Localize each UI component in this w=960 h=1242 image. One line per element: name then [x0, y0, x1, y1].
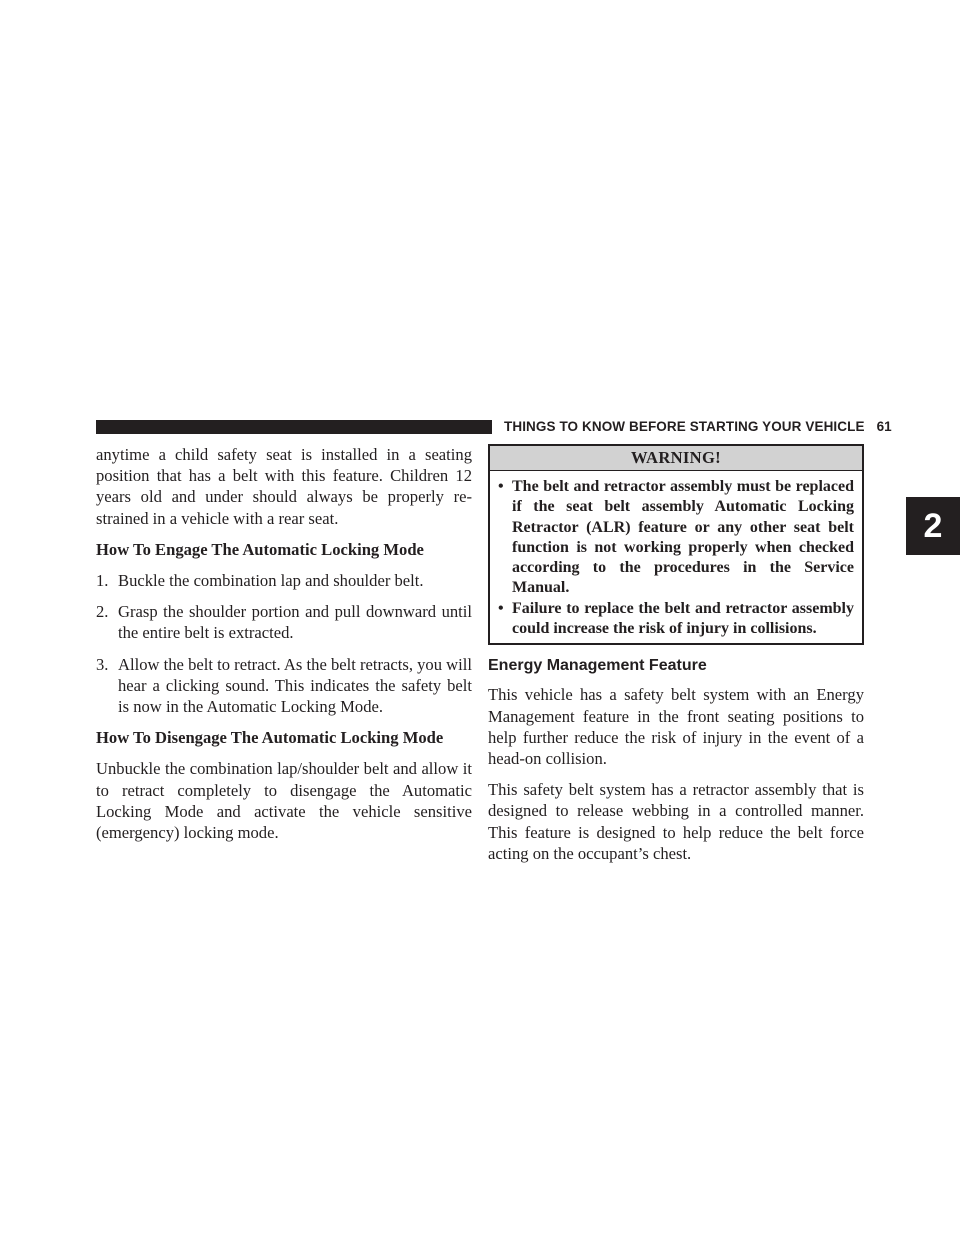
engage-steps [96, 570, 472, 717]
energy-paragraph-1: This vehicle has a safety belt system with an Energy Management feature in the front seating positions to help further reduce the risk of injury in the event of a head-on collision. [488, 685, 864, 768]
list-item: 2. Grasp the shoulder portion and pull downward until the entire belt is extracted. [96, 602, 472, 643]
disengage-paragraph: Unbuckle the combination lap/shoulder belt and allow it to retract completely to disengage the Automatic Locking Mode and activate the vehicle sensitive (emergency) locking mode. [96, 759, 472, 843]
warning-list [490, 471, 862, 643]
bullet-icon: • [498, 599, 504, 617]
list-item: • The belt and retractor assembly must be replaced if the seat belt assembly Automatic Locking Retractor (ALR) feature or any other seat belt function is not working properly when checked according to the procedures in the Service Manual. [498, 478, 854, 597]
warning-title: WARNING! [490, 446, 862, 471]
left-column [96, 444, 472, 853]
energy-heading: Energy Management Feature [488, 657, 707, 675]
header-title: THINGS TO KNOW BEFORE STARTING YOUR VEHICLE [504, 419, 865, 434]
running-header [504, 418, 892, 435]
energy-paragraph-2: This safety belt system has a retractor assembly that is designed to release webbing in a controlled manner. This feature is designed to help reduce the belt force acting on the occupant’s chest. [488, 780, 864, 863]
chapter-tab: 2 [906, 497, 960, 555]
page-number: 61 [876, 419, 892, 434]
intro-paragraph: anytime a child safety seat is installed in a seating position that has a belt with this feature. Children 12 years old and under should always be properly re-strained in a vehicle with a rear seat. [96, 445, 472, 528]
engage-heading: How To Engage The Automatic Locking Mode [96, 539, 424, 559]
disengage-heading: How To Disengage The Automatic Locking Mode [96, 728, 444, 748]
list-item: 1. Buckle the combination lap and shoulder belt. [96, 571, 424, 591]
warning-box [488, 444, 864, 645]
list-item: 3. Allow the belt to retract. As the belt retracts, you will hear a clicking sound. This indicates the safety belt is now in the Automatic Locking Mode. [96, 654, 472, 717]
header-rule [96, 420, 492, 434]
bullet-icon: • [498, 478, 504, 495]
list-item: • Failure to replace the belt and retractor assembly could increase the risk of injury in collisions. [498, 599, 854, 638]
right-column [488, 444, 864, 874]
